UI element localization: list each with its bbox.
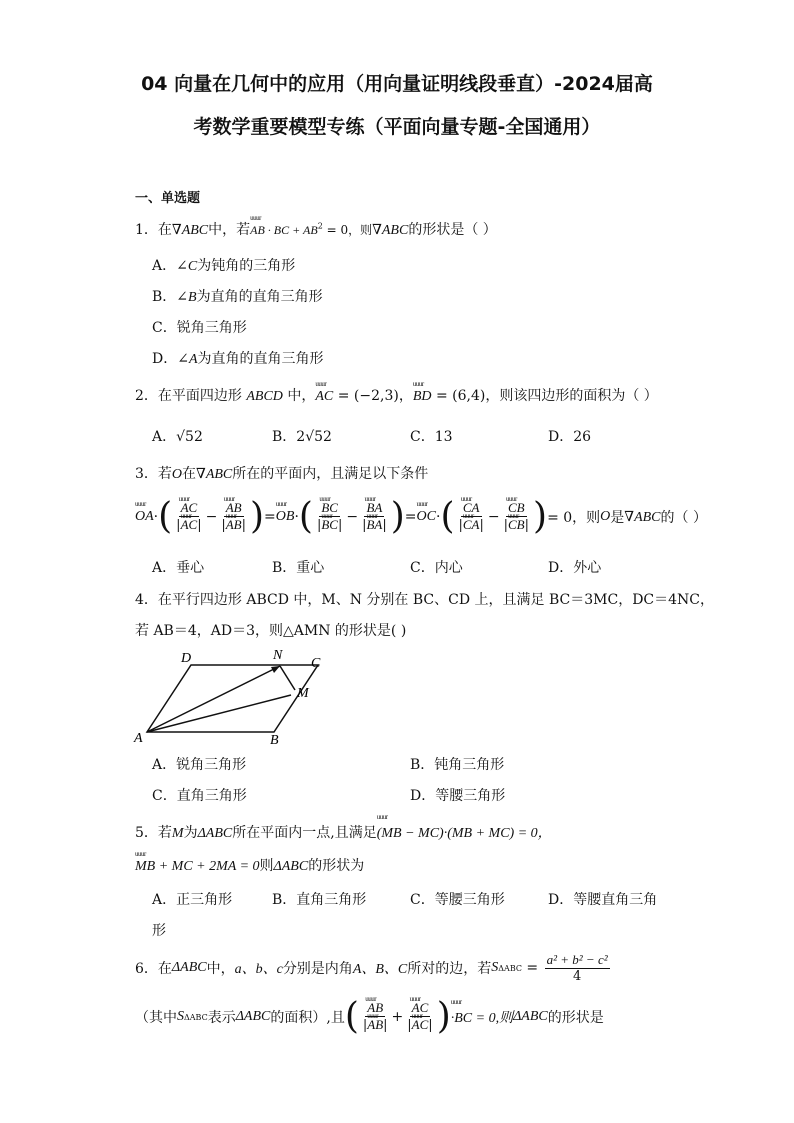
q1-sup: 2	[317, 221, 323, 231]
q4-parallelogram-figure	[130, 645, 350, 750]
q5-option-d[interactable]: D．等腰直角三角	[548, 892, 658, 908]
q5-option-d-wrap: 形	[152, 923, 166, 939]
label-m: M	[297, 686, 309, 701]
q4-option-c[interactable]: C．直角三角形	[152, 788, 247, 804]
q5-expression-2: uuur MB + MC + 2MA = 0	[135, 859, 260, 875]
q1-mid: 中，若	[208, 222, 251, 238]
q2-vector-bd: uuur BD	[413, 389, 432, 405]
question-5-line1: 5．若M为ΔABC所在平面内一点,且满足uuur (MB − MC)·(MB + MC) = 0，	[135, 822, 552, 842]
doc-title-line1: 04 向量在几何中的应用（用向量证明线段垂直）-2024届高	[141, 73, 653, 95]
question-3-stem: 3．若O在∇ABC所在的平面内，且满足以下条件	[135, 466, 429, 482]
q1-triangle: ∇ABC	[171, 223, 209, 238]
q1-option-d[interactable]: D．∠A为直角的直角三角形	[152, 351, 324, 367]
vector-an	[147, 666, 280, 732]
parallelogram-abcd	[147, 665, 318, 732]
q1-prefix: 1．在	[135, 222, 172, 238]
q5-option-b[interactable]: B．直角三角形	[272, 892, 367, 908]
q3-option-d[interactable]: D．外心	[548, 560, 602, 576]
q3-option-b[interactable]: B．重心	[272, 560, 325, 576]
q1-option-a[interactable]: A．∠C为钝角的三角形	[152, 258, 296, 274]
q5-option-a[interactable]: A．正三角形	[152, 892, 233, 908]
question-5-line2: uuur MB + MC + 2MA = 0则ΔABC的形状为	[135, 855, 364, 875]
q2-vector-ac: uuur AC	[315, 389, 333, 405]
label-b: B	[270, 733, 279, 748]
q1-suffix: 的形状是（ ）	[408, 222, 497, 238]
vector-nm	[280, 666, 295, 690]
question-6-line1: 6．在 ΔABC 中， a、b、c 分别是内角 A、B、C 所对的边，若 S ΔABC = $\frac{\text{a² + b² − c²}}{4}$	[135, 951, 608, 984]
q4-option-d[interactable]: D．等腰三角形	[410, 788, 506, 804]
q6-area-fraction: $\frac{\text{a² + b² − c²}}{4}$	[546, 951, 608, 984]
doc-title-line2: 考数学重要模型专练（平面向量专题-全国通用）	[193, 116, 601, 138]
question-1-stem	[135, 219, 497, 239]
q3-option-c[interactable]: C．内心	[410, 560, 463, 576]
question-4-line2: 若 AB＝4，AD＝3，则△AMN 的形状是( )	[135, 623, 407, 639]
q2-option-c[interactable]: C．13	[410, 429, 453, 445]
q2-option-b[interactable]: B．2√52	[272, 429, 332, 445]
q1-eq: = 0，则	[322, 223, 373, 237]
q1-triangle-2: ∇ABC	[372, 223, 409, 238]
q1-expression: uuur AB · BC + AB	[250, 223, 318, 238]
vector-am	[147, 695, 291, 732]
question-4-line1: 4．在平行四边形 ABCD 中，M、N 分别在 BC、CD 上，且满足 BC＝3MC，DC＝4NC，	[135, 592, 715, 608]
q5-option-c[interactable]: C．等腰三角形	[410, 892, 505, 908]
arrow-head-an	[271, 666, 280, 673]
q1-option-b[interactable]: B．∠B为直角的直角三角形	[152, 289, 323, 305]
label-d: D	[181, 651, 192, 666]
q4-option-b[interactable]: B．钝角三角形	[410, 757, 505, 773]
q4-option-a[interactable]: A．锐角三角形	[152, 757, 247, 773]
q5-expression-1: uuur (MB − MC)·(MB + MC) = 0，	[377, 822, 552, 842]
q3-option-a[interactable]: A．垂心	[152, 560, 205, 576]
question-2-stem: 2．在平面四边形 ABCD 中，uuur AC = (−2,3)，uuur BD = (6,4)，则该四边形的面积为（ ）	[135, 385, 658, 405]
label-c: C	[311, 656, 321, 671]
label-a: A	[134, 731, 143, 746]
q2-option-a[interactable]: A．√52	[152, 429, 203, 445]
q2-option-d[interactable]: D．26	[548, 429, 592, 445]
label-n: N	[273, 648, 283, 663]
question-6-line2: （其中 S ΔABC 表示 ΔABC 的面积）,且 ( uuur $\frac{AB}{\text{|uuur AB|}}$ + uuur $\frac{AC}{\text{|uuur AC|}}$ ) uuur ·BC = 0,则 ΔABC 的形状是	[135, 995, 604, 1039]
q3-condition-expression: uuur OA · ( uuur $\frac{AC}{\text{|uuur AC|}}$ − uuur $\frac{AB}{\text{|uuur AB|}}$ ) = uuur OB · ( uuur $\frac{BC}{\text{|uuur BC|}}$ − uuur $\frac{BA}{\text{|uuur BA|}}$ ) = uuur OC · ( uuur $\frac{CA}{\text{|uuur CA|}}$ − uuur $\frac{CB}{\text{|uuur CB|}}$ ) = 0，则 O 是 ∇ABC 的（ ）	[135, 492, 707, 542]
section-heading: 一、单选题	[135, 191, 201, 206]
q1-option-c[interactable]: C．锐角三角形	[152, 320, 247, 336]
